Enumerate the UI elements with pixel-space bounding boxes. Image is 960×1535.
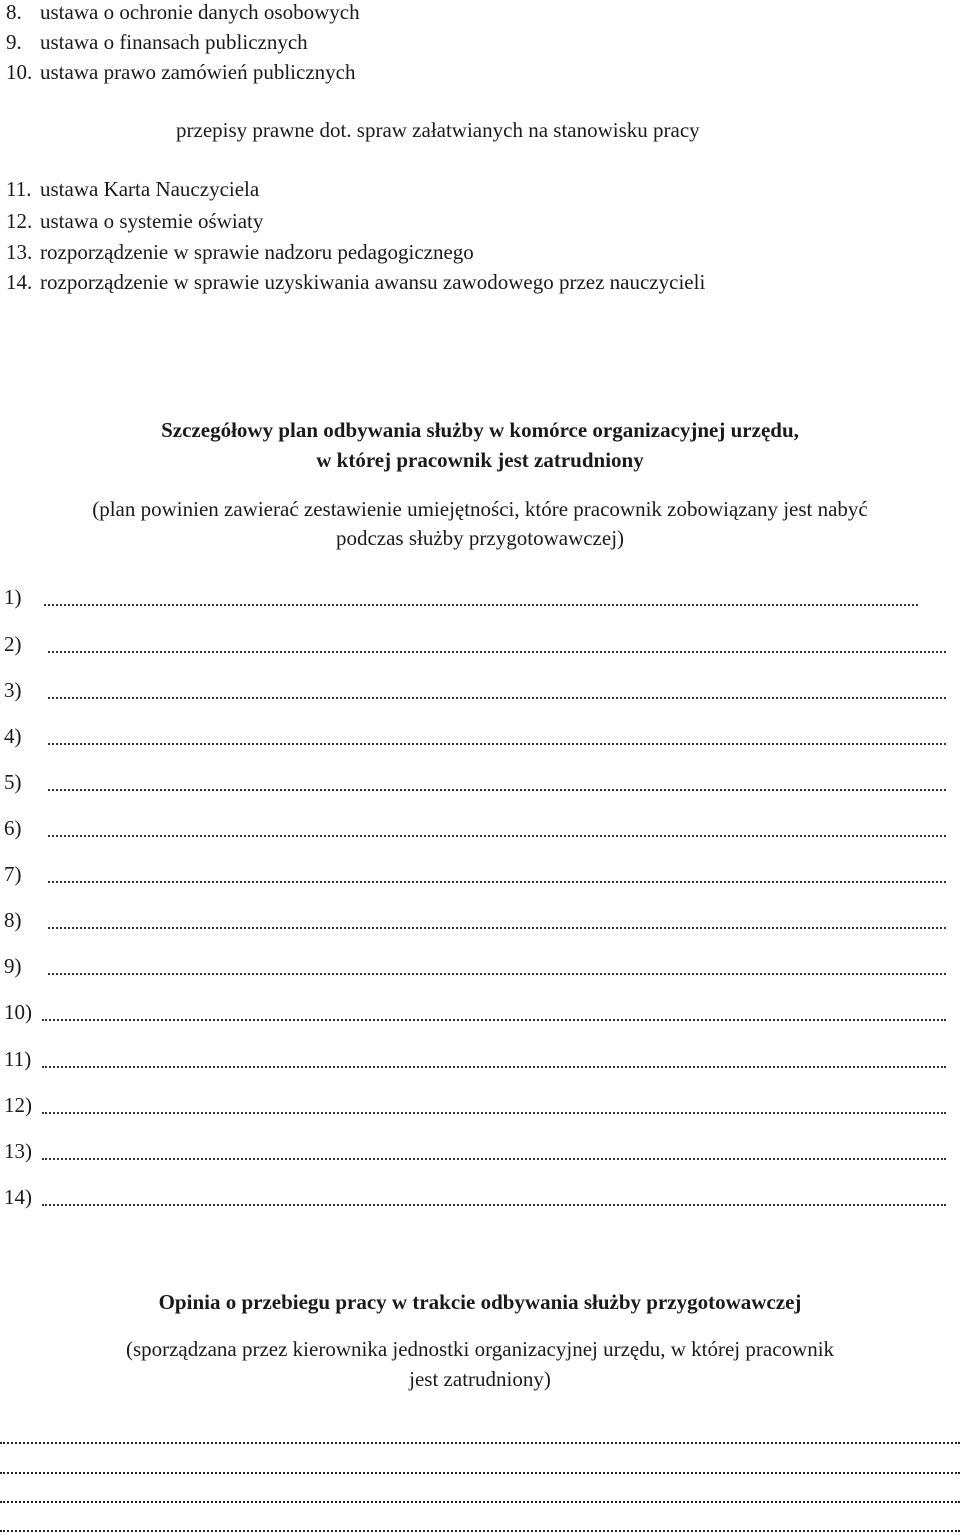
plan-item-number: 2) [4, 632, 22, 656]
plan-title-line-2: w której pracownik jest zatrudniony [316, 448, 644, 472]
plan-item [4, 862, 950, 892]
plan-item [4, 1185, 950, 1215]
opinion-note-line-1: (sporządzana przez kierownika jednostki organizacyjnej urzędu, w której pracownik [125, 1337, 835, 1361]
plan-item-dotted-line [48, 789, 946, 791]
law-number: 14. [6, 270, 33, 294]
plan-item-dotted-line [48, 697, 946, 699]
plan-item [4, 632, 950, 662]
law-number: 13. [6, 240, 33, 264]
plan-item [4, 908, 950, 938]
plan-item-number: 13) [4, 1139, 32, 1163]
plan-item-number: 12) [4, 1093, 32, 1117]
plan-note-line-2: podczas służby przygotowawczej) [335, 526, 625, 550]
plan-item-dotted-line [48, 927, 946, 929]
plan-item-number: 7) [4, 862, 22, 886]
law-title: ustawa Karta Nauczyciela [40, 177, 260, 201]
plan-item [4, 678, 950, 708]
plan-item-dotted-line [44, 604, 918, 606]
law-title: ustawa prawo zamówień publicznych [40, 60, 356, 84]
plan-title-line-1: Szczegółowy plan odbywania służby w komórce organizacyjnej urzędu, [161, 418, 799, 442]
plan-item-number: 5) [4, 770, 22, 794]
plan-item-dotted-line [48, 881, 946, 883]
plan-item-number: 1) [4, 585, 22, 609]
plan-item [4, 724, 950, 754]
law-number: 11. [6, 177, 32, 201]
law-title: ustawa o systemie oświaty [40, 209, 264, 233]
plan-item-number: 8) [4, 908, 22, 932]
plan-item-number: 11) [4, 1047, 32, 1071]
plan-item-dotted-line [48, 743, 946, 745]
law-number: 10. [6, 60, 33, 84]
plan-item [4, 1047, 950, 1077]
plan-item [4, 585, 950, 615]
law-title: ustawa o ochronie danych osobowych [40, 0, 360, 24]
plan-item [4, 770, 950, 800]
law-number: 9. [6, 30, 22, 54]
plan-item-number: 9) [4, 954, 22, 978]
opinion-dotted-line [0, 1501, 960, 1503]
plan-item-dotted-line [42, 1066, 946, 1068]
plan-item [4, 954, 950, 984]
opinion-note-line-2: jest zatrudniony) [409, 1367, 551, 1391]
plan-item-dotted-line [42, 1158, 946, 1160]
plan-item-number: 4) [4, 724, 22, 748]
law-title: rozporządzenie w sprawie uzyskiwania awansu zawodowego przez nauczycieli [40, 270, 706, 294]
section-heading: przepisy prawne dot. spraw załatwianych na stanowisku pracy [176, 118, 700, 142]
plan-item [4, 816, 950, 846]
plan-item [4, 1139, 950, 1169]
plan-item-dotted-line [48, 835, 946, 837]
law-title: ustawa o finansach publicznych [40, 30, 308, 54]
plan-item [4, 1000, 950, 1030]
plan-item-dotted-line [42, 1204, 946, 1206]
plan-item-dotted-line [42, 1019, 946, 1021]
plan-item-number: 6) [4, 816, 22, 840]
opinion-dotted-line [0, 1472, 960, 1474]
plan-item-dotted-line [48, 973, 946, 975]
plan-item-number: 10) [4, 1000, 32, 1024]
law-number: 12. [6, 209, 33, 233]
plan-item [4, 1093, 950, 1123]
opinion-dotted-line [0, 1530, 960, 1532]
plan-item-number: 3) [4, 678, 22, 702]
plan-item-dotted-line [48, 651, 946, 653]
plan-item-number: 14) [4, 1185, 32, 1209]
law-number: 8. [6, 0, 22, 24]
plan-note-line-1: (plan powinien zawierać zestawienie umiejętności, które pracownik zobowiązany jest nabyć [92, 497, 868, 521]
opinion-title: Opinia o przebiegu pracy w trakcie odbywania służby przygotowawczej [158, 1290, 802, 1314]
opinion-dotted-line [0, 1442, 960, 1444]
plan-item-dotted-line [42, 1112, 946, 1114]
law-title: rozporządzenie w sprawie nadzoru pedagogicznego [40, 240, 474, 264]
